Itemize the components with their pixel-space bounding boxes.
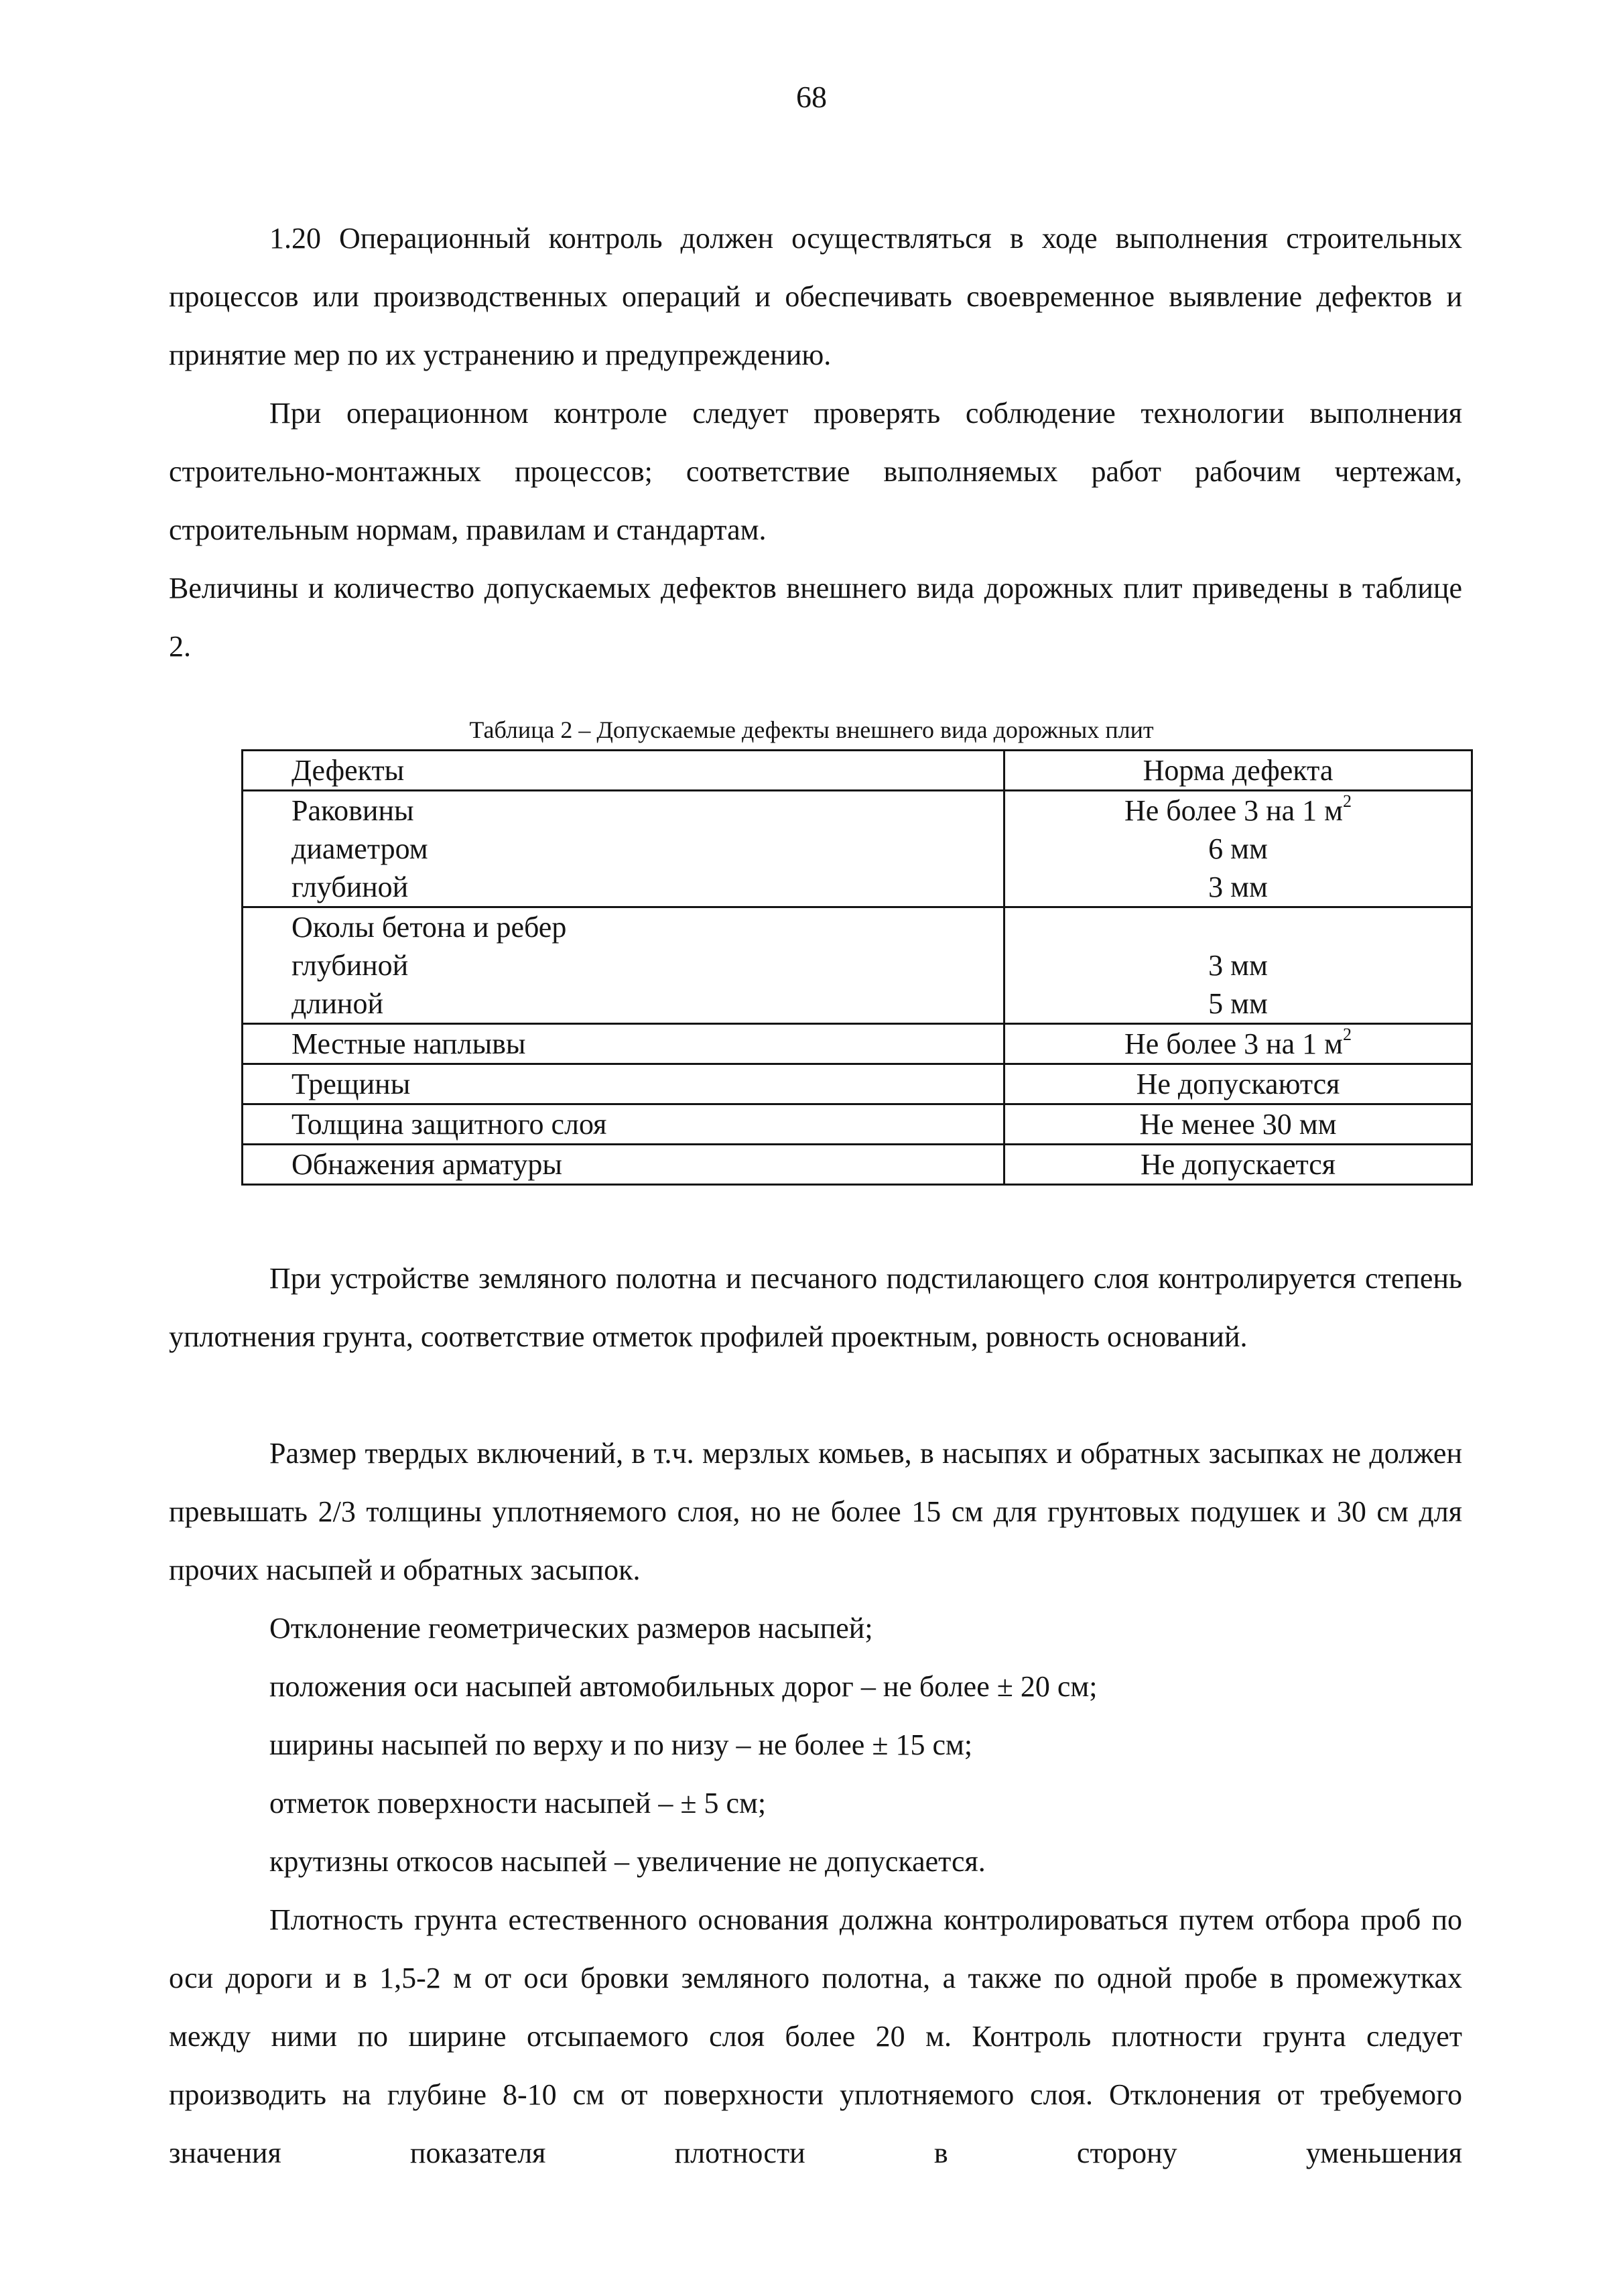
defect-cell xyxy=(243,1024,1004,1064)
paragraph-table-reference: Величины и количество допускаемых дефектов внешнего вида дорожных плит приведены в таблице 2. xyxy=(169,572,1462,663)
defect-line: длиной xyxy=(291,987,383,1020)
defect-line: глубиной xyxy=(291,949,409,982)
header-norm-label: Норма дефекта xyxy=(1143,754,1334,787)
norm-cell xyxy=(1004,1064,1472,1104)
paragraph-deviation-width: ширины насыпей по верху и по низу – не более ± 15 см; xyxy=(269,1728,973,1761)
norm-line: 6 мм xyxy=(1208,832,1268,865)
table-row xyxy=(243,1024,1472,1064)
defect-cell xyxy=(243,1104,1004,1145)
defect-line: Толщина защитного слоя xyxy=(291,1108,607,1141)
norm-line: Не допускаются xyxy=(1136,1068,1340,1100)
table-row xyxy=(243,791,1472,907)
paragraph-deviation-marks: отметок поверхности насыпей – ± 5 см; xyxy=(269,1787,767,1820)
paragraph-operational-control: 1.20 Операционный контроль должен осуществляться в ходе выполнения строительных процессов или производственных операций и обеспечивать своевременное выявление дефектов и принятие мер по их устранению и предупреждению. xyxy=(169,222,1462,371)
norm-cell xyxy=(1004,1145,1472,1185)
defect-line: диаметром xyxy=(291,832,428,865)
norm-line xyxy=(1005,791,1471,830)
defect-cell xyxy=(243,1064,1004,1104)
paragraph-deviation-slopes: крутизны откосов насыпей – увеличение не допускается. xyxy=(269,1845,986,1878)
norm-line: Не менее 30 мм xyxy=(1139,1108,1337,1141)
defect-line: Околы бетона и ребер xyxy=(291,911,567,944)
paragraph-earthwork-control: При устройстве земляного полотна и песчаного подстилающего слоя контролируется степень уплотнения грунта, соответствие отметок профилей проектным, ровность оснований. xyxy=(169,1262,1462,1353)
defect-line: Местные наплывы xyxy=(291,1027,526,1060)
paragraph-deviation-heading: Отклонение геометрических размеров насыпей; xyxy=(269,1612,873,1645)
norm-cell xyxy=(1004,1104,1472,1145)
table-row xyxy=(243,1104,1472,1145)
norm-cell xyxy=(1004,907,1472,1024)
defects-table xyxy=(241,749,1473,1186)
table-row xyxy=(243,1064,1472,1104)
table-row xyxy=(243,907,1472,1024)
norm-cell xyxy=(1004,1024,1472,1064)
defect-line: глубиной xyxy=(291,871,409,903)
paragraph-soil-density: Плотность грунта естественного основания должна контролироваться путем отбора проб по оси дороги и в 1,5-2 м от оси бровки земляного полотна, а также по одной пробе в промежутках между ними по ширине отсыпаемого слоя более 20 м. Контроль плотности грунта следует производить на глубине 8-10 см от поверхности уплотняемого слоя. Отклонения от требуемого значения показателя плотности в сторону уменьшения xyxy=(169,1903,1462,2169)
superscript: 2 xyxy=(1343,791,1352,812)
table-caption: Таблица 2 – Допускаемые дефекты внешнего вида дорожных плит xyxy=(469,716,1154,743)
defect-cell xyxy=(243,791,1004,907)
defect-line: Обнажения арматуры xyxy=(291,1148,562,1181)
superscript: 2 xyxy=(1343,1025,1352,1045)
norm-cell xyxy=(1004,791,1472,907)
paragraph-operational-check: При операционном контроле следует проверять соблюдение технологии выполнения строительно-монтажных процессов; соответствие выполняемых работ рабочим чертежам, строительным нормам, правилам и стандартам. xyxy=(169,397,1462,546)
defect-line: Раковины xyxy=(291,794,414,827)
norm-line xyxy=(1005,1025,1471,1063)
table-row xyxy=(243,1145,1472,1185)
table-header-row xyxy=(243,751,1472,791)
norm-line: Не допускается xyxy=(1140,1148,1336,1181)
norm-line: 3 мм xyxy=(1208,949,1268,982)
header-norm xyxy=(1004,751,1472,791)
norm-text: Не более 3 на 1 м xyxy=(1124,1027,1344,1060)
header-defects-label: Дефекты xyxy=(291,754,405,787)
header-defects xyxy=(243,751,1004,791)
norm-line xyxy=(1005,908,1471,946)
norm-line: 5 мм xyxy=(1208,987,1268,1020)
norm-text: Не более 3 на 1 м xyxy=(1124,794,1344,827)
norm-line: 3 мм xyxy=(1208,871,1268,903)
defect-line: Трещины xyxy=(291,1068,411,1100)
paragraph-solid-inclusions: Размер твердых включений, в т.ч. мерзлых комьев, в насыпях и обратных засыпках не должен превышать 2/3 толщины уплотняемого слоя, но не более 15 см для грунтовых подушек и 30 см для прочих насыпей и обратных засыпок. xyxy=(169,1437,1462,1586)
paragraph-deviation-axis: положения оси насыпей автомобильных дорог – не более ± 20 см; xyxy=(269,1670,1098,1703)
defect-cell xyxy=(243,1145,1004,1185)
page-number: 68 xyxy=(796,80,827,114)
defect-cell xyxy=(243,907,1004,1024)
